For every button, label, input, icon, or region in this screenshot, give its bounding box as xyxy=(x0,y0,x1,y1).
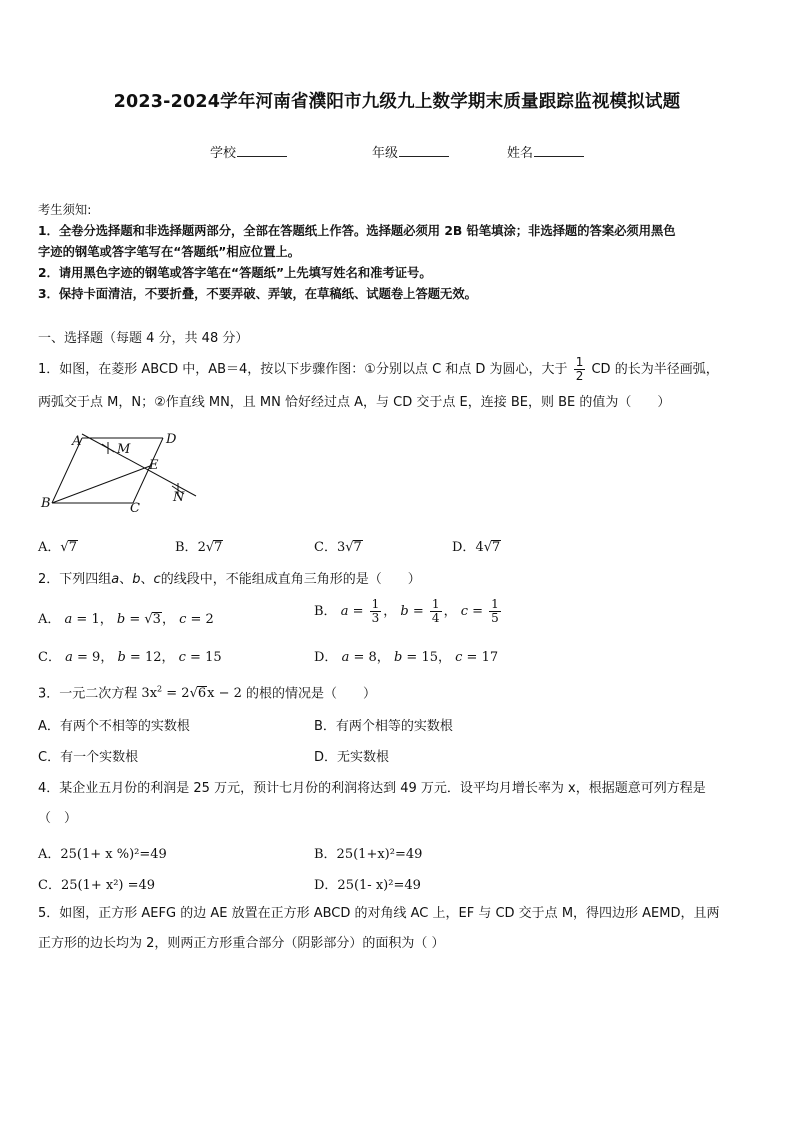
q3-option-b[interactable]: B．有两个相等的实数根 xyxy=(314,719,453,734)
q2c-val-b: 12 xyxy=(144,650,162,665)
q1-rhombus-figure xyxy=(36,428,206,518)
name-blank xyxy=(534,144,584,157)
q1-option-a-label: A． xyxy=(38,540,61,555)
label-a: A xyxy=(72,434,82,449)
q3-equation: $3x^2 = 2√6x - 2$ xyxy=(141,685,242,702)
q2d-var-b: b xyxy=(393,650,403,665)
q1-option-c[interactable] xyxy=(314,536,363,555)
exam-title: 2023-2024学年河南省濮阳市九级九上数学期末质量跟踪监视模拟试题 xyxy=(113,92,681,112)
q2b-var-a: a xyxy=(340,604,349,619)
q2-stem-a: 2．下列四组 xyxy=(38,572,112,587)
q2-var-b: b xyxy=(132,572,141,587)
q1-option-c-coef: 3 xyxy=(336,540,346,555)
q2-option-a-label: A． xyxy=(38,612,61,627)
name-field xyxy=(507,142,584,161)
q2b-frac-b xyxy=(430,598,442,625)
q1-option-b-coef: 2 xyxy=(197,540,206,555)
q2b-frac-a-num: 1 xyxy=(371,597,380,611)
q2a-var-a: a xyxy=(64,612,73,627)
label-m: M xyxy=(117,442,131,457)
q2b-var-b: b xyxy=(400,604,409,619)
q3-stem xyxy=(38,680,376,704)
notice-item-2: 2．请用黑色字迹的钢笔或答字笔在“答题纸”上先填写姓名和准考证号。 xyxy=(38,266,432,280)
q1-frac-num: 1 xyxy=(575,355,584,369)
q2a-var-b: b xyxy=(116,612,126,627)
q2c-var-c: c xyxy=(178,650,186,665)
q4-stem: 4．某企业五月份的利润是 25 万元，预计七月份的利润将达到 49 万元．设平均月增长率为 x，根据题意可列方程是 xyxy=(38,781,706,796)
q2-stem-b: 的线段中，不能组成直角三角形的是（ ） xyxy=(160,572,421,587)
exam-notice xyxy=(38,200,762,305)
q2-option-c[interactable]: C． a = 9， b = 12， c = 15 xyxy=(38,650,222,665)
q1-option-d-sqrt: √7 xyxy=(483,540,501,555)
q2-option-d-label: D． xyxy=(314,650,338,665)
q1-text-a: 1．如图，在菱形 ABCD 中，AB＝4，按以下步骤作图：①分别以点 C 和点 D 为圆心，大于 xyxy=(38,362,568,377)
q2d-val-a: 8 xyxy=(368,650,377,665)
q4-paren: （ ） xyxy=(38,811,78,826)
q2-sep-2: 、 xyxy=(140,572,154,587)
q3-eq-rad: 6 xyxy=(197,686,207,702)
school-blank xyxy=(237,144,287,157)
q2-stem xyxy=(38,570,421,590)
school-field xyxy=(210,142,287,161)
q2b-frac-b-den: 4 xyxy=(431,611,440,625)
name-label: 姓名 xyxy=(507,146,534,161)
q1-line2: 两弧交于点 M，N；②作直线 MN，且 MN 恰好经过点 A，与 CD 交于点 E，连接 BE，则 BE 的值为（ ） xyxy=(38,395,671,410)
q2-option-b-label: B． xyxy=(314,604,337,619)
q2d-var-a: a xyxy=(341,650,350,665)
q2b-frac-a xyxy=(370,598,382,625)
q2b-frac-a-den: 3 xyxy=(371,611,380,625)
q2b-var-c: c xyxy=(460,604,468,619)
q2b-frac-c xyxy=(489,598,501,625)
q2a-val-b: 3 xyxy=(152,612,161,627)
q3-stem-b: 的根的情况是（ ） xyxy=(246,686,377,702)
q1-option-b-sqrt: √7 xyxy=(205,540,223,555)
q1-option-a-rad: 7 xyxy=(68,540,77,555)
q2a-var-c: c xyxy=(179,612,187,627)
q2d-var-c: c xyxy=(455,650,463,665)
q4-option-a[interactable]: A．25(1+ x %)²=49 xyxy=(38,847,167,862)
school-label: 学校 xyxy=(210,146,237,161)
q5-line1: 5．如图，正方形 AEFG 的边 AE 放置在正方形 ABCD 的对角线 AC 上，EF 与 CD 交于点 M，得四边形 AEMD，且两 xyxy=(38,906,720,921)
q3-option-d[interactable]: D．无实数根 xyxy=(314,750,390,765)
q1-option-d-label: D． xyxy=(452,540,476,555)
q4-option-b[interactable]: B．25(1+x)²=49 xyxy=(314,847,423,862)
section-heading: 一、选择题（每题 4 分，共 48 分） xyxy=(38,331,249,346)
label-b: B xyxy=(41,496,51,511)
q1-option-d-coef: 4 xyxy=(475,540,484,555)
q2d-val-b: 15 xyxy=(421,650,438,665)
q2c-var-a: a xyxy=(65,650,73,665)
q1-option-a[interactable] xyxy=(38,536,78,555)
q1-option-b-label: B． xyxy=(175,540,198,555)
q3-stem-a: 3．一元二次方程 xyxy=(38,686,138,702)
q2b-frac-c-num: 1 xyxy=(491,597,499,611)
q1-text-b: CD 的长为半径画弧， xyxy=(591,362,719,377)
q4-option-c[interactable]: C．25(1+ x²) =49 xyxy=(38,878,156,893)
q2b-frac-c-den: 5 xyxy=(491,611,499,625)
q2-sep-1: 、 xyxy=(119,572,133,587)
q2c-val-a: 9 xyxy=(92,650,101,665)
label-d: D xyxy=(166,432,177,447)
arc-mark-m xyxy=(102,442,114,454)
q4-option-d[interactable]: D．25(1- x)²=49 xyxy=(314,878,421,893)
q1-option-d-rad: 7 xyxy=(492,540,501,555)
q1-frac-den: 2 xyxy=(575,369,584,383)
q1-option-c-sqrt: √7 xyxy=(345,540,362,555)
q3-eq-mid: = 2 xyxy=(162,686,190,702)
notice-item-1: 1．全卷分选择题和非选择题两部分，全部在答题纸上作答。选择题必须用 2B 铅笔填涂；非选择题的答案必须用黑色 xyxy=(38,224,676,238)
line-mn xyxy=(82,434,196,496)
q2a-val-c: 2 xyxy=(205,612,214,627)
q3-option-c[interactable]: C．有一个实数根 xyxy=(38,750,139,765)
q2-option-c-label: C． xyxy=(38,650,61,665)
label-e: E xyxy=(149,458,159,473)
notice-item-1-cont: 字迹的钢笔或答字笔写在“答题纸”相应位置上。 xyxy=(38,245,301,259)
q2-var-a: a xyxy=(111,572,120,587)
grade-label: 年级 xyxy=(372,146,399,161)
q2-option-b[interactable]: B． a = $\frac{1}{3}$ ， b = $\frac{1}{4}$ ， c = $\frac{1}{5}$ xyxy=(314,597,499,625)
q1-option-c-rad: 7 xyxy=(353,540,362,555)
q2b-frac-b-num: 1 xyxy=(431,597,440,611)
q1-option-a-sqrt: √7 xyxy=(60,540,77,555)
q3-eq-right: x − 2 xyxy=(207,686,242,702)
q2-option-d[interactable]: D． a = 8， b = 15， c = 17 xyxy=(314,650,499,665)
grade-blank xyxy=(399,144,449,157)
label-c: C xyxy=(130,501,140,516)
q1-option-c-label: C． xyxy=(314,540,337,555)
q3-eq-left: 3x xyxy=(141,686,158,702)
q1-option-b-rad: 7 xyxy=(214,540,223,555)
notice-heading: 考生须知: xyxy=(38,203,92,217)
notice-item-3: 3．保持卡面清洁，不要折叠，不要弄破、弄皱，在草稿纸、试题卷上答题无效。 xyxy=(38,287,477,301)
q3-option-a[interactable]: A．有两个不相等的实数根 xyxy=(38,719,190,734)
q2-option-a[interactable]: A． a = 1， b = √3， c = 2 xyxy=(38,612,214,627)
q1-option-d[interactable] xyxy=(452,536,501,555)
q2c-var-b: b xyxy=(117,650,126,665)
q1-line1 xyxy=(38,356,719,383)
q2c-val-c: 15 xyxy=(205,650,222,665)
q1-fraction xyxy=(574,356,586,383)
q5-line2: 正方形的边长均为 2，则两正方形重合部分（阴影部分）的面积为（ ） xyxy=(38,936,445,951)
q2d-val-c: 17 xyxy=(481,650,499,665)
q1-option-b[interactable] xyxy=(175,536,223,555)
grade-field xyxy=(372,142,449,161)
label-n: N xyxy=(173,490,185,505)
q2a-val-a: 1 xyxy=(91,612,100,627)
q2-var-c: c xyxy=(153,572,161,587)
